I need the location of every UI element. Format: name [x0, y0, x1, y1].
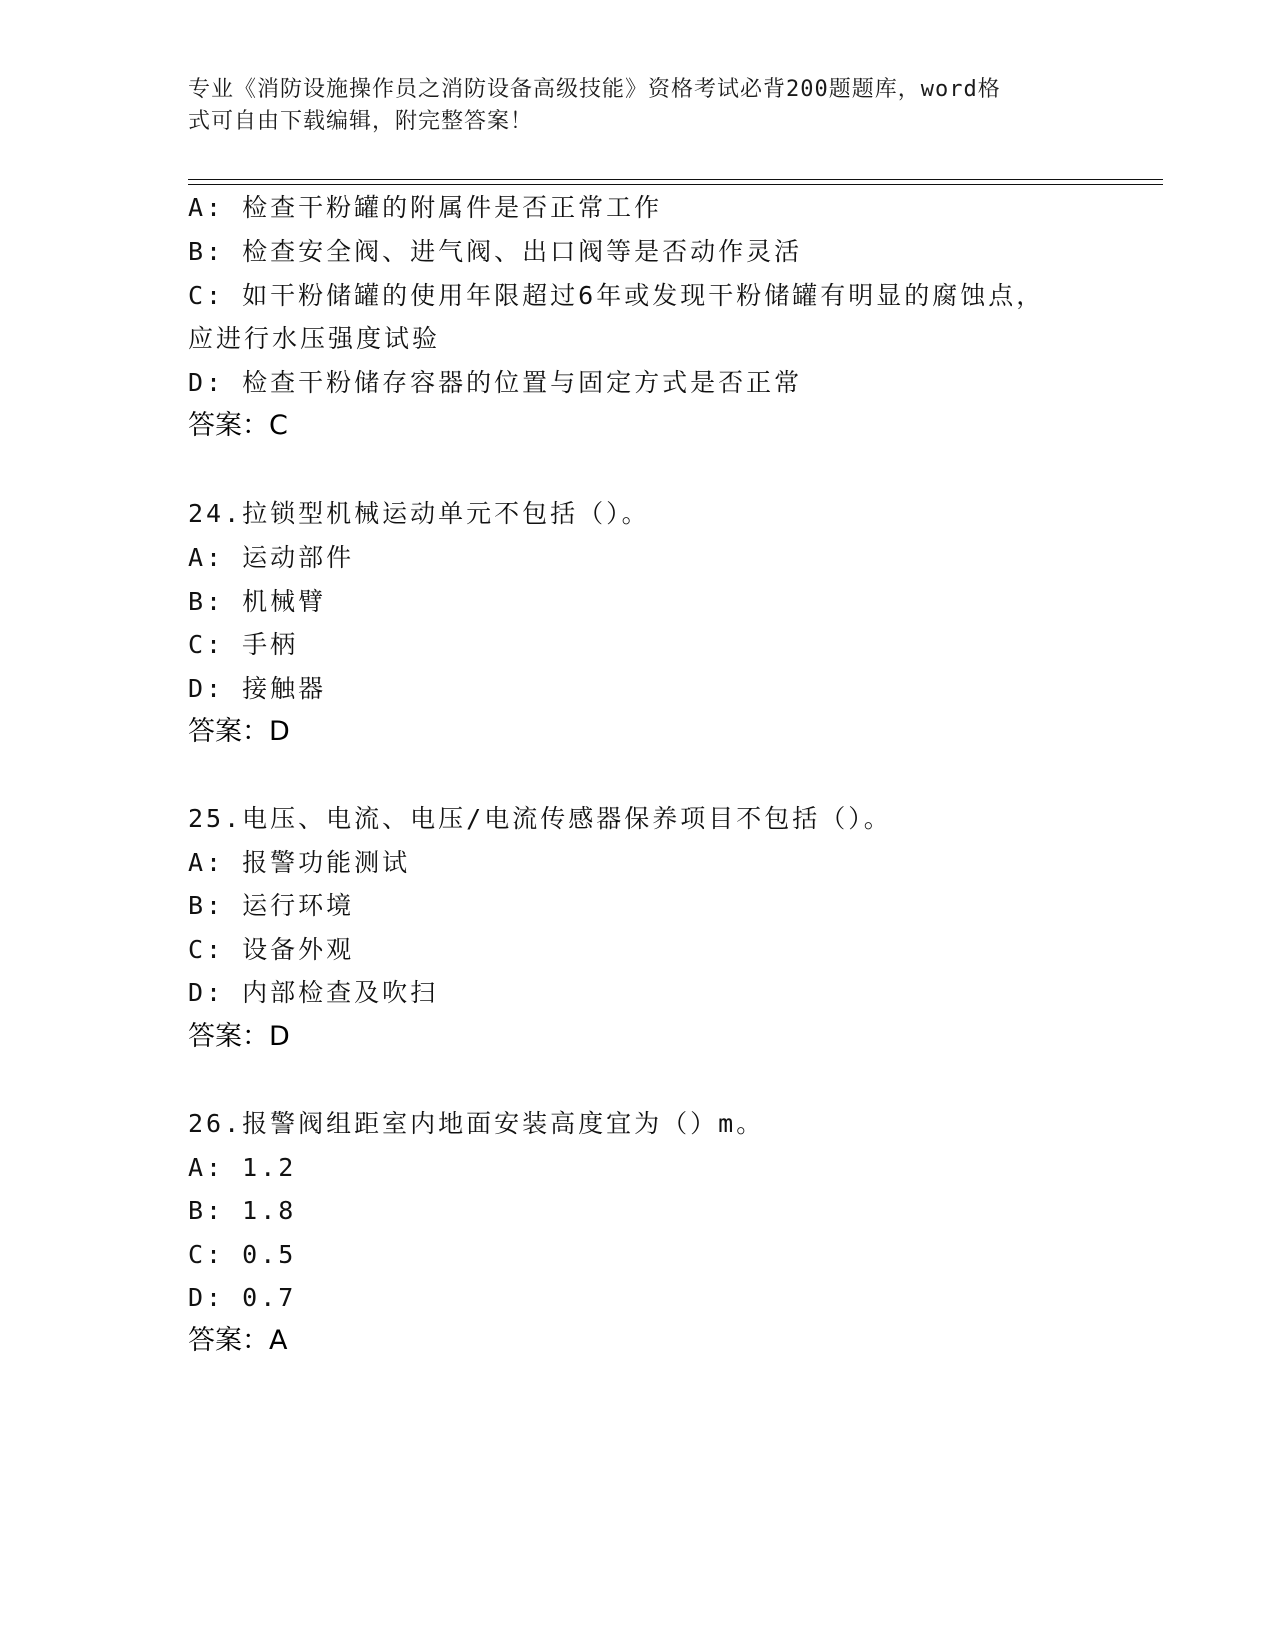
q23-option-b: B: 检查安全阀、进气阀、出口阀等是否动作灵活	[188, 237, 803, 266]
q24-option-d: D: 接触器	[188, 674, 327, 703]
q25-option-d: D: 内部检查及吹扫	[188, 978, 439, 1007]
q25-question: 25.电压、电流、电压/电流传感器保养项目不包括（）。	[188, 804, 892, 833]
q26-option-b: B: 1.8	[188, 1196, 297, 1225]
q23-answer: 答案：C	[188, 410, 288, 441]
q26-option-c: C: 0.5	[188, 1240, 297, 1269]
q26-answer: 答案：A	[188, 1325, 288, 1356]
document-header	[188, 74, 1068, 138]
q24-question: 24.拉锁型机械运动单元不包括（）。	[188, 499, 650, 528]
q25-option-c: C: 设备外观	[188, 935, 355, 964]
q26-option-d: D: 0.7	[188, 1283, 297, 1312]
q25-option-b: B: 运行环境	[188, 891, 355, 920]
q24-option-b: B: 机械臂	[188, 587, 327, 616]
header-divider-bottom	[188, 184, 1163, 185]
q23-option-c-line-1: C: 如干粉储罐的使用年限超过6年或发现干粉储罐有明显的腐蚀点，	[188, 281, 1045, 310]
q25-answer: 答案：D	[188, 1021, 290, 1052]
q23-option-c-line-2: 应进行水压强度试验	[188, 324, 441, 353]
q24-answer: 答案：D	[188, 716, 290, 747]
header-line-2: 式可自由下载编辑，附完整答案！	[188, 109, 534, 134]
header-line-1: 专业《消防设施操作员之消防设备高级技能》资格考试必背200题题库，word格	[188, 77, 1001, 102]
q25-option-a: A: 报警功能测试	[188, 848, 411, 877]
q24-option-c: C: 手柄	[188, 630, 299, 659]
q23-option-a: A: 检查干粉罐的附属件是否正常工作	[188, 193, 663, 222]
q24-option-a: A: 运动部件	[188, 543, 355, 572]
q23-option-d: D: 检查干粉储存容器的位置与固定方式是否正常	[188, 368, 803, 397]
q26-question: 26.报警阀组距室内地面安装高度宜为（）m。	[188, 1109, 765, 1138]
header-divider-top	[188, 179, 1163, 180]
q26-option-a: A: 1.2	[188, 1153, 297, 1182]
